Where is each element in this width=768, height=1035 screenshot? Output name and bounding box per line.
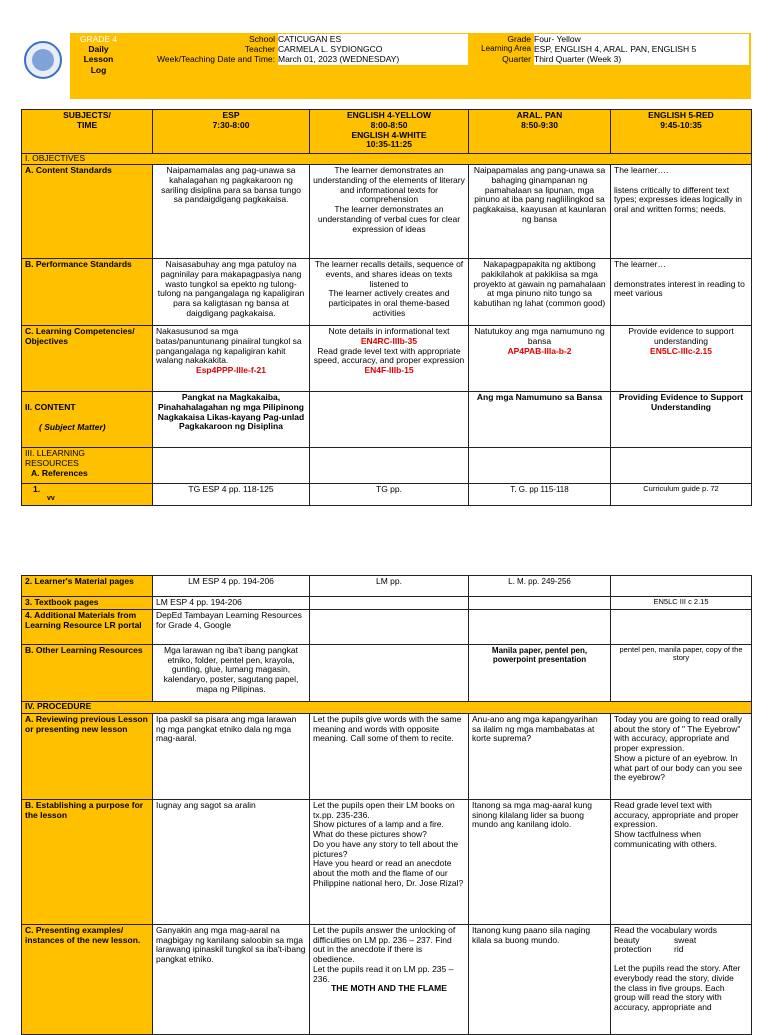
aralpan-header: ARAL. PAN 8:50-9:30 bbox=[469, 110, 611, 154]
date-value: March 01, 2023 (WEDNESDAY) bbox=[278, 54, 400, 65]
olr-aralpan: Manila paper, pentel pen, powerpoint presentation bbox=[469, 644, 611, 701]
content-standards-label: A. Content Standards bbox=[22, 165, 153, 259]
lc-esp-code: Esp4PPP-IIIe-f-21 bbox=[196, 365, 266, 376]
tg-aralpan: T. G. pp 115-118 bbox=[469, 484, 611, 506]
ps-esp: Naisasabuhay ang mga patuloy na pagninilay para makapagpasiya nang wasto tungkol sa epekto ng tulong-tulong na pangangalaga ng kapaligiran para sa kaligtasan ng bansa at daigdigang pagkakaisa. bbox=[153, 259, 310, 326]
other-resources-row bbox=[22, 644, 752, 701]
additional-materials-row bbox=[22, 609, 752, 644]
story-title: THE MOTH AND THE FLAME bbox=[331, 983, 447, 994]
am-english4 bbox=[310, 609, 469, 644]
lc-english4-code2: EN4F-IIIb-15 bbox=[364, 365, 414, 376]
cs-english5: The learner…. listens critically to different text types; expresses ideas logically in oral and written forms; needs. bbox=[611, 165, 752, 259]
lc-english5: Provide evidence to support understanding EN5LC-IIIc-2.15 bbox=[611, 326, 752, 392]
learners-material-label: 2. Learner's Material pages bbox=[22, 576, 153, 597]
tg-esp: TG ESP 4 pp. 118-125 bbox=[153, 484, 310, 506]
textbook-label: 3. Textbook pages bbox=[22, 597, 153, 610]
esp-header: ESP 7:30-8:00 bbox=[153, 110, 310, 154]
column-header-row bbox=[22, 110, 752, 154]
pb-esp: Iugnay ang sagot sa aralin bbox=[153, 799, 310, 924]
procedure-heading: IV. PROCEDURE bbox=[22, 701, 752, 713]
pc-english5: Read the vocabulary words beauty sweat protection rid Let the pupils read the story. After everybody read the story, divide the class in five groups. Each group will read the story with accuracy, appropriate and bbox=[611, 924, 752, 1034]
olr-english4 bbox=[310, 644, 469, 701]
cs-aralpan: Naipapamalas ang pang-unawa sa bahaging ginampanan ng pamahalaan sa lipunan, mga pinuno at iba pang nagliilingkod sa pagkakaisa, kaayusan at kaunlaran ng bansa bbox=[469, 165, 611, 259]
learning-resources-label-cell bbox=[22, 448, 153, 484]
procedure-c-row bbox=[22, 924, 752, 1034]
vocab-words: beauty sweat protection rid bbox=[614, 934, 697, 955]
olr-esp: Mga larawan ng iba't ibang pangkat etniko, folder, pentel pen, krayola, gunting, glue, lumang magasin, kalendaryo, poster, sagutang papel, mapa ng Pilipinas. bbox=[153, 644, 310, 701]
teacher-value: CARMELA L. SYDIONGCO bbox=[278, 44, 383, 55]
objectives-row bbox=[22, 154, 752, 165]
learning-competencies-label: C. Learning Competencies/ Objectives bbox=[22, 326, 153, 392]
header-labels-right bbox=[473, 34, 531, 64]
performance-standards-row bbox=[22, 259, 752, 326]
lm-english5 bbox=[611, 576, 752, 597]
pa-english4: Let the pupils give words with the same meaning and words with opposite meaning. Call some of them to recite. bbox=[310, 713, 469, 799]
pc-esp: Ganyakin ang mga mag-aaral na magbigay ng kanilang saloobin sa mga larawang ipinaskil tungkol sa iba't-ibang pangkat etniko. bbox=[153, 924, 310, 1034]
grade-banner-text bbox=[70, 34, 127, 75]
procedure-a-row bbox=[22, 713, 752, 799]
pc-aralpan: Itanong kung paano sila naging kilala sa buong mundo. bbox=[469, 924, 611, 1034]
content-esp: Pangkat na Magkakaiba, Pinahahalagahan ng mga Pilipinong Nagkakaisa Likas-kayang Pag-unlad Pagkakaroon ng Disiplina bbox=[153, 392, 310, 448]
grade-field-label: Grade bbox=[507, 34, 531, 44]
grade-label: GRADE 4 bbox=[79, 34, 118, 44]
lr-english4 bbox=[310, 448, 469, 484]
content-english4 bbox=[310, 392, 469, 448]
references-label: A. References bbox=[31, 467, 88, 478]
pa-aralpan: Anu-ano ang mga kapangyarihan sa ilalim ng mga mambabatas at korte suprema? bbox=[469, 713, 611, 799]
learning-competencies-row bbox=[22, 326, 752, 392]
subjects-header: SUBJECTS/ TIME bbox=[22, 110, 153, 154]
content-label: II. CONTENT bbox=[25, 402, 76, 412]
am-esp: DepEd Tambayan Learning Resources for Grade 4, Google bbox=[153, 609, 310, 644]
procedure-b-label: B. Establishing a purpose for the lesson bbox=[22, 799, 153, 924]
tb-english5: EN5LC III c 2.15 bbox=[611, 597, 752, 610]
learners-material-row bbox=[22, 576, 752, 597]
pb-english4: Let the pupils open their LM books on tx.pp. 235-236. Show pictures of a lamp and a fire. What do these pictures show? Do you have any story to tell about the pictures? Have you heard or read an anecdote about the moth and the flame of our Philippine national hero, Dr. Jose Rizal? bbox=[310, 799, 469, 924]
tg-english5: Curriculum guide p. 72 bbox=[611, 484, 752, 506]
other-resources-label: B. Other Learning Resources bbox=[22, 644, 153, 701]
procedure-row bbox=[22, 701, 752, 713]
school-value: CATICUGAN ES bbox=[278, 34, 342, 44]
objectives-heading: I. OBJECTIVES bbox=[22, 154, 752, 165]
area-value: ESP, ENGLISH 4, ARAL. PAN, ENGLISH 5 bbox=[534, 44, 697, 55]
deped-seal-logo bbox=[24, 41, 62, 79]
content-standards-row bbox=[22, 165, 752, 259]
pc-english4: Let the pupils answer the unlocking of difficulties on LM pp. 236 – 237. Find out in the anecdote if there is obedience. Let the pupils read it on LM pp. 235 – 236. THE MOTH AND THE FLAME bbox=[310, 924, 469, 1034]
subject-matter-label: ( Subject Matter) bbox=[39, 421, 106, 432]
row1-label: 1. vv bbox=[22, 484, 153, 506]
textbook-row bbox=[22, 597, 752, 610]
area-label: Learning Area bbox=[481, 44, 531, 54]
olr-english5: pentel pen, manila paper, copy of the story bbox=[611, 644, 752, 701]
ps-english5: The learner… demonstrates interest in reading to meet various bbox=[611, 259, 752, 326]
content-aralpan: Ang mga Namumuno sa Bansa bbox=[469, 392, 611, 448]
quarter-value: Third Quarter (Week 3) bbox=[534, 54, 622, 65]
english4-header: ENGLISH 4-YELLOW 8:00-8:50 ENGLISH 4-WHITE 10:35-11:25 bbox=[310, 110, 469, 154]
procedure-c-label: C. Presenting examples/ instances of the new lesson. bbox=[22, 924, 153, 1034]
lr-english5 bbox=[611, 448, 752, 484]
school-label: School bbox=[249, 34, 275, 44]
tb-english4 bbox=[310, 597, 469, 610]
grade-value: Four- Yellow bbox=[534, 34, 581, 44]
learning-resources-label: III. LLEARNING RESOURCES bbox=[25, 448, 85, 468]
header-values-right bbox=[534, 34, 749, 65]
procedure-b-row bbox=[22, 799, 752, 924]
header-labels bbox=[150, 34, 275, 65]
lm-english4: LM pp. bbox=[310, 576, 469, 597]
quarter-label: Quarter bbox=[502, 53, 531, 64]
ps-english4: The learner recalls details, sequence of events, and shares ideas on texts listened to The learner actively creates and participates in oral theme-based activities bbox=[310, 259, 469, 326]
ps-aralpan: Nakapagpapakita ng aktibong pakikilahok at pakikiisa sa mga proyekto at gawain ng pamahalaan at mga pinuno nito tungo sa kabutihan ng lahat (common good) bbox=[469, 259, 611, 326]
tg-english4: TG pp. bbox=[310, 484, 469, 506]
content-english5: Providing Evidence to Support Understanding bbox=[611, 392, 752, 448]
cs-english4: The learner demonstrates an understanding of the elements of literary and informational texts for comprehension The learner demonstrates an understanding of verbal cues for clear expression of ideas bbox=[310, 165, 469, 259]
lm-aralpan: L. M. pp. 249-256 bbox=[469, 576, 611, 597]
performance-standards-label: B. Performance Standards bbox=[22, 259, 153, 326]
lc-esp: Nakasusunod sa mga batas/panuntunang pinaiiral tungkol sa pangangalaga ng kapaligiran kahit walang nakakakita. Esp4PPP-IIIe-f-21 bbox=[153, 326, 310, 392]
lr-esp bbox=[153, 448, 310, 484]
pb-english5: Read grade level text with accuracy, appropriate and proper expression. Show tactfulness when communicating with others. bbox=[611, 799, 752, 924]
lc-english5-code: EN5LC-IIIc-2.15 bbox=[650, 345, 712, 356]
lc-english4-code1: EN4RC-IIIb-35 bbox=[360, 335, 418, 346]
content-row bbox=[22, 392, 752, 448]
pb-aralpan: Itanong sa mga mag-aaral kung sinong kilalang lider sa buong mundo ang kanilang idolo. bbox=[469, 799, 611, 924]
week-label: Week/Teaching Date and Time: bbox=[157, 54, 275, 65]
pa-esp: Ipa paskil sa pisara ang mga larawan ng mga pangkat etniko dala ng mga mag-aaral. bbox=[153, 713, 310, 799]
teachers-guide-row bbox=[22, 484, 752, 506]
am-english5 bbox=[611, 609, 752, 644]
teacher-label: Teacher bbox=[244, 44, 275, 55]
header-values bbox=[278, 34, 468, 65]
cs-esp: Naipamamalas ang pag-unawa sa kahalagahan ng pagkakaroon ng sariling disiplina para sa bansa tungo sa pandaigdigang pagkakaisa. bbox=[153, 165, 310, 259]
english5-header: ENGLISH 5-RED 9:45-10:35 bbox=[611, 110, 752, 154]
lm-esp: LM ESP 4 pp. 194-206 bbox=[153, 576, 310, 597]
content-label-cell bbox=[22, 392, 153, 448]
lc-aralpan: Natutukoy ang mga namumuno ng bansa AP4PAB-IIIa-b-2 bbox=[469, 326, 611, 392]
lr-aralpan bbox=[469, 448, 611, 484]
procedure-a-label: A. Reviewing previous Lesson or presenting new lesson bbox=[22, 713, 153, 799]
am-aralpan bbox=[469, 609, 611, 644]
tb-aralpan bbox=[469, 597, 611, 610]
lc-aralpan-code: AP4PAB-IIIa-b-2 bbox=[507, 345, 572, 356]
dll-table-part2 bbox=[21, 575, 752, 1035]
lc-english4: Note details in informational text EN4RC-IIIb-35 Read grade level text with appropriate speed, accuracy, and proper expression EN4F-IIIb-15 bbox=[310, 326, 469, 392]
additional-materials-label: 4. Additional Materials from Learning Resource LR portal bbox=[22, 609, 153, 644]
pa-english5: Today you are going to read orally about the story of " The Eyebrow" with accuracy, appropriate and proper expression. Show a picture of an eyebrow. In what part of our body can you see the eyebrow? bbox=[611, 713, 752, 799]
tb-esp: LM ESP 4 pp. 194-206 bbox=[153, 597, 310, 610]
learning-resources-row bbox=[22, 448, 752, 484]
dll-title: Daily Lesson Log bbox=[83, 44, 114, 75]
dll-table-part1 bbox=[21, 109, 752, 506]
